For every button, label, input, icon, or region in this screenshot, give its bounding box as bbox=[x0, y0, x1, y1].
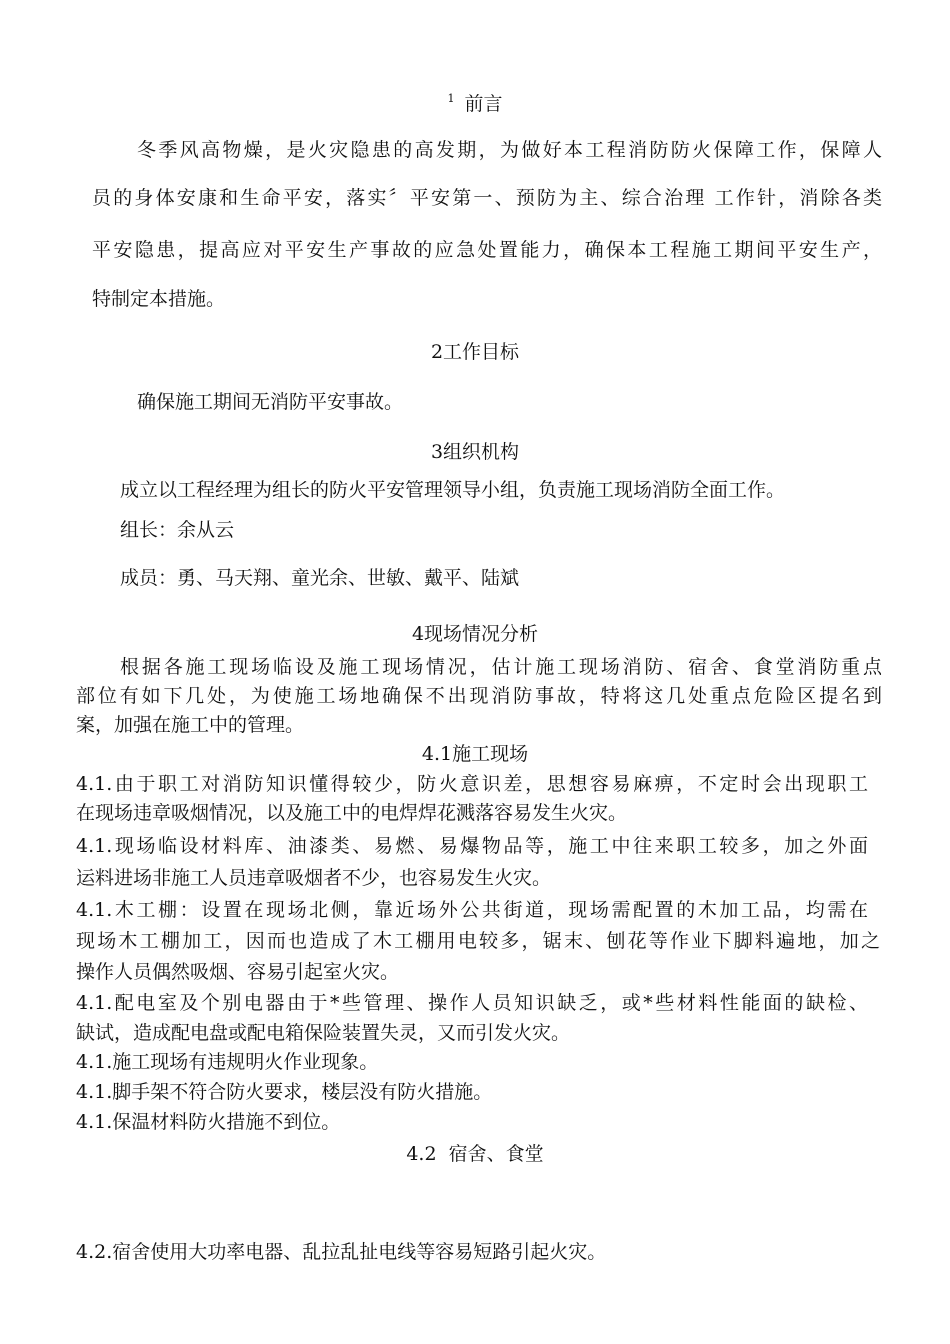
section-title: 前言 bbox=[464, 93, 503, 115]
paragraph-line: 案，加强在施工中的管理。 bbox=[76, 714, 305, 736]
section-heading: 2工作目标 bbox=[430, 341, 520, 363]
paragraph-line: 成员：勇、马天翔、童光余、世敏、戴平、陆斌 bbox=[120, 567, 520, 589]
section-heading: 3组织机构 bbox=[430, 441, 520, 463]
list-item-line: 运料进场非施工人员违章吸烟者不少，也容易发生火灾。 bbox=[76, 867, 552, 889]
list-item-line: 缺试，造成配电盘或配电箱保险装置失灵，又而引发火灾。 bbox=[76, 1022, 571, 1044]
list-item-line: 4.2.宿舍使用大功率电器、乱拉乱扯电线等容易短路引起火灾。 bbox=[76, 1241, 607, 1263]
list-item-line: 4.1.现场临设材料库、油漆类、易燃、易爆物品等，施工中往来职工较多，加之外面 bbox=[76, 835, 868, 857]
paragraph-line: 确保施工期间无消防平安事故。 bbox=[137, 391, 404, 413]
subsection-heading: 4.2 宿舍、食堂 bbox=[406, 1143, 544, 1165]
list-item-line: 4.1.木工棚：设置在现场北侧，靠近场外公共街道，现场需配置的木加工品，均需在 bbox=[76, 899, 868, 921]
subsection-heading: 4.1施工现场 bbox=[421, 743, 529, 765]
section-heading: 4现场情况分析 bbox=[411, 623, 539, 645]
section-heading-preface bbox=[0, 92, 950, 119]
paragraph-line: 员的身体安康和生命平安，落实〞平安第一、预防为主、综合治理 工作针，消除各类 bbox=[92, 187, 882, 209]
paragraph-line: 组长：余从云 bbox=[120, 519, 235, 541]
list-item-line: 操作人员偶然吸烟、容易引起室火灾。 bbox=[76, 961, 400, 983]
paragraph-line: 成立以工程经理为组长的防火平安管理领导小组，负责施工现场消防全面工作。 bbox=[120, 479, 786, 501]
list-item-line: 4.1.脚手架不符合防火要求，楼层没有防火措施。 bbox=[76, 1081, 493, 1103]
list-item-line: 现场木工棚加工，因而也造成了木工棚用电较多，锯末、刨花等作业下脚料遍地，加之 bbox=[76, 930, 880, 952]
list-item-line: 4.1.由于职工对消防知识懂得较少，防火意识差，思想容易麻痹，不定时会出现职工 bbox=[76, 773, 868, 795]
list-item-line: 4.1.保温材料防火措施不到位。 bbox=[76, 1111, 341, 1133]
list-item-line: 在现场违章吸烟情况，以及施工中的电焊焊花溅落容易发生火灾。 bbox=[76, 802, 628, 824]
paragraph-line: 平安隐患，提高应对平安生产事故的应急处置能力，确保本工程施工期间平安生产， bbox=[92, 239, 882, 261]
paragraph-line: 特制定本措施。 bbox=[92, 288, 226, 310]
paragraph-line: 冬季风高物燥，是火灾隐患的高发期，为做好本工程消防防火保障工作，保障人 bbox=[137, 139, 882, 161]
list-item-line: 4.1.配电室及个别电器由于*些管理、操作人员知识缺乏，或*些材料性能面的缺检、 bbox=[76, 992, 868, 1014]
list-item-line: 4.1.施工现场有违规明火作业现象。 bbox=[76, 1051, 379, 1073]
paragraph-line: 部位有如下几处，为使施工场地确保不出现消防事故，特将这几处重点危险区提名到 bbox=[76, 685, 882, 707]
paragraph-line: 根据各施工现场临设及施工现场情况，估计施工现场消防、宿舍、食堂消防重点 bbox=[120, 656, 882, 678]
section-number: 1 bbox=[447, 92, 455, 105]
